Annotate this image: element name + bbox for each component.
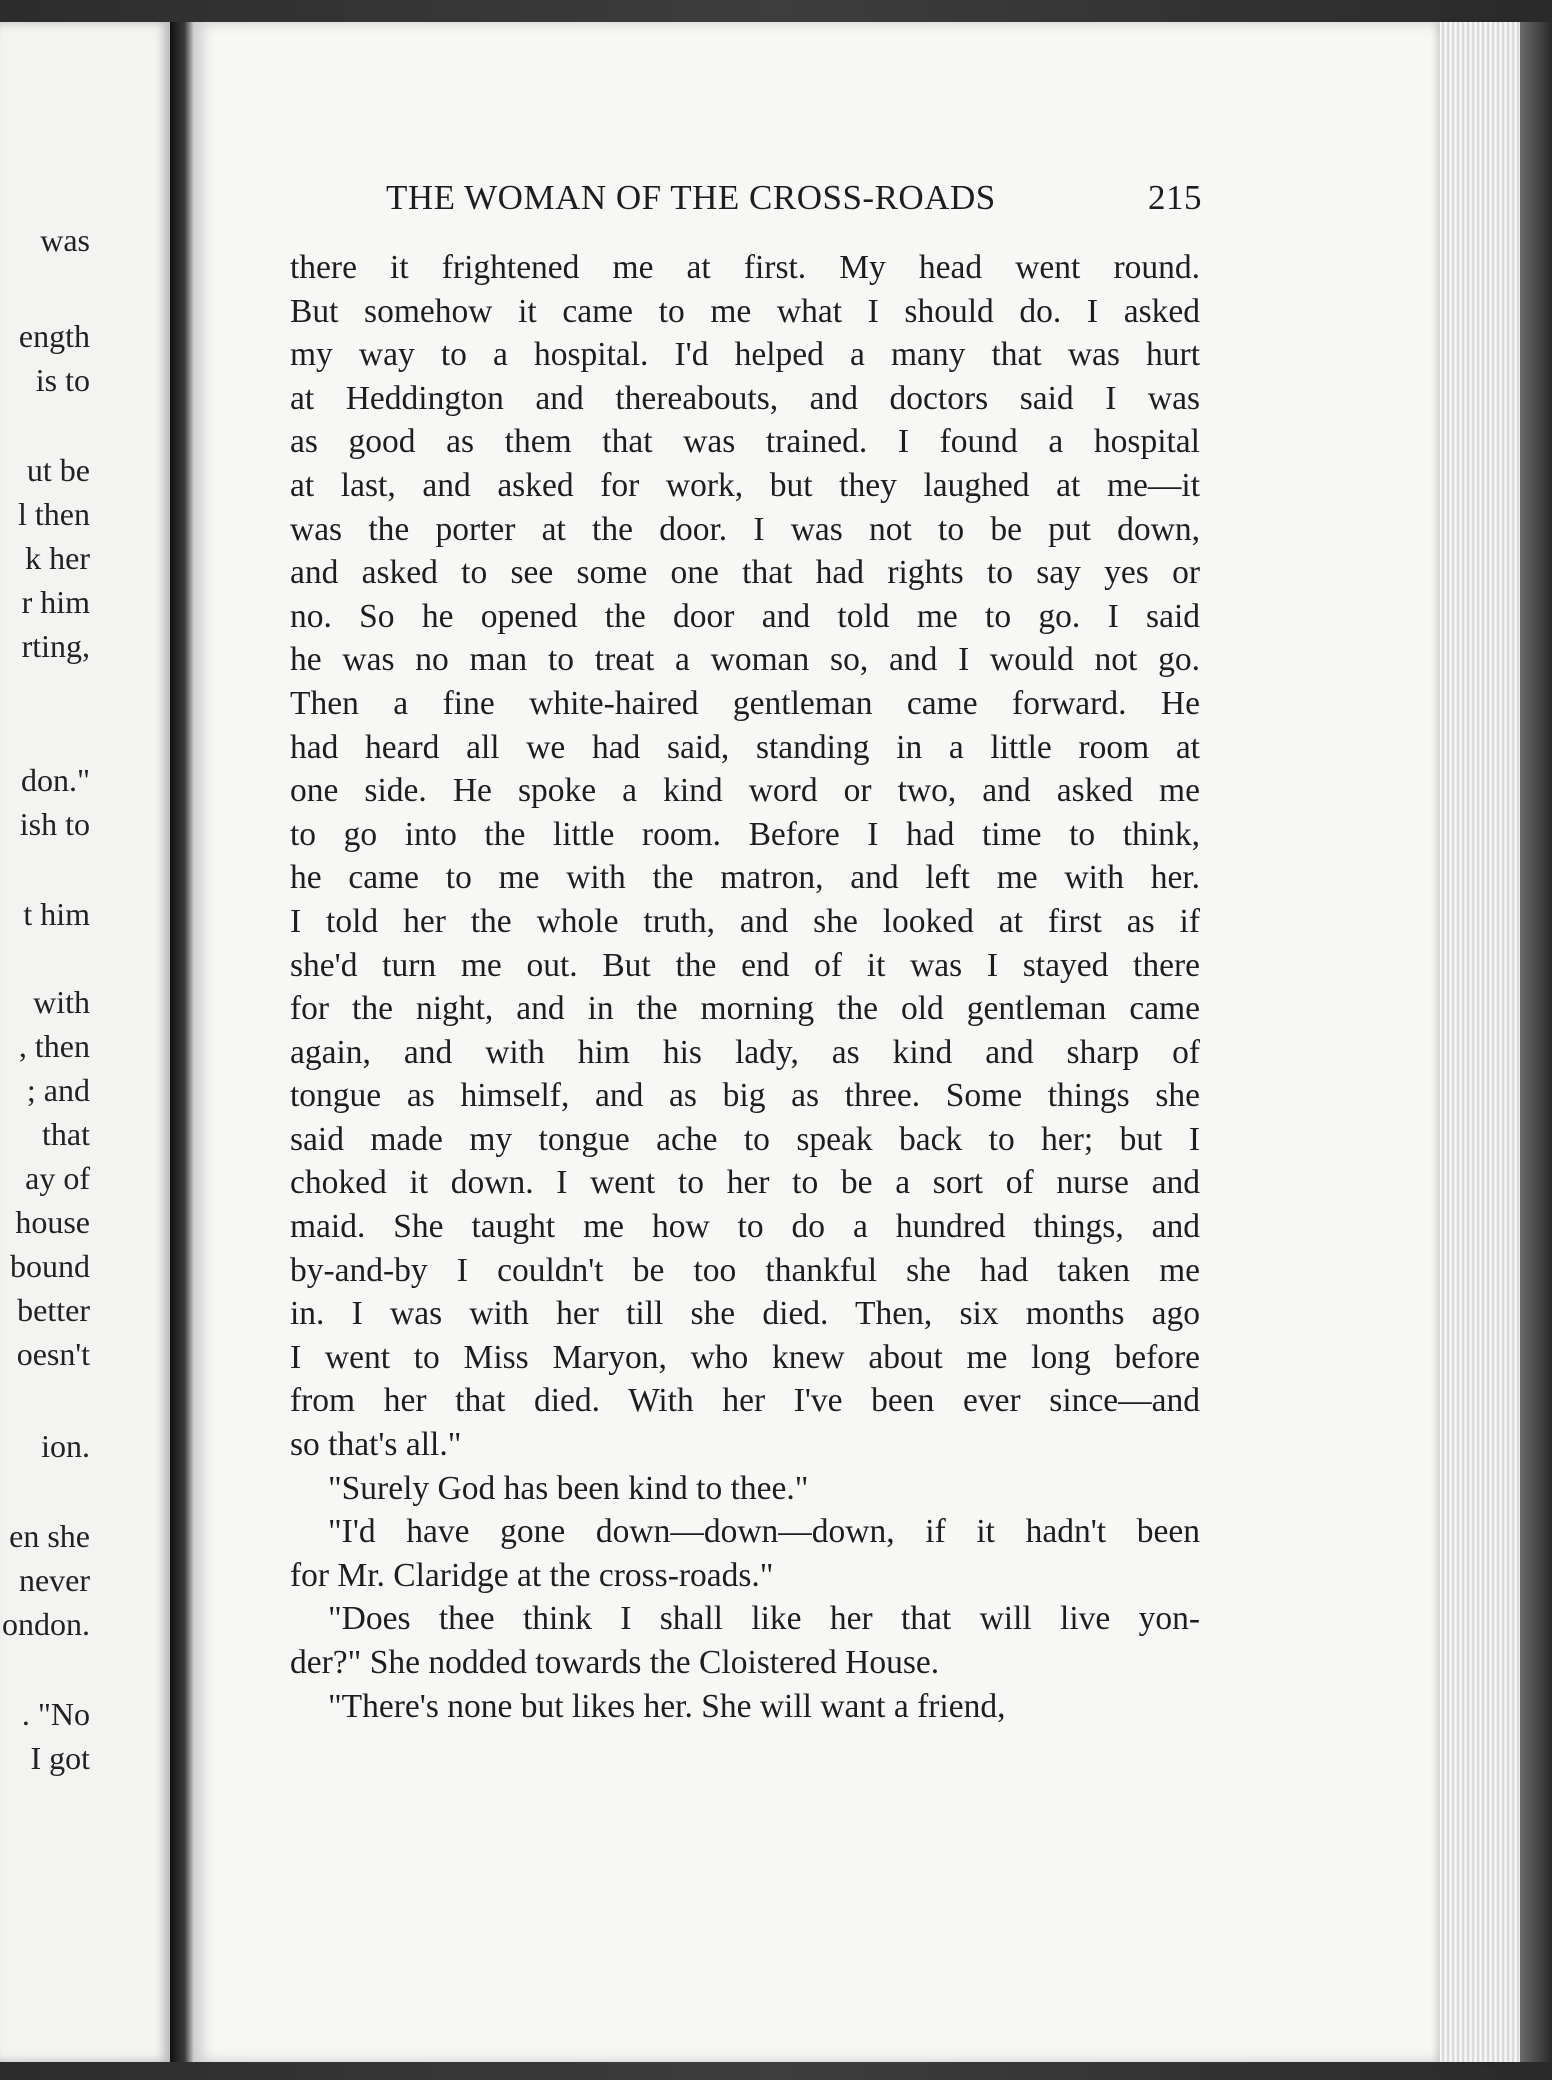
text-line: But somehow it came to me what I should do. I asked [290,292,1200,330]
text-line: der?" She nodded towards the Cloistered House. [290,1644,940,1681]
left-page-fragment: bound [10,1248,90,1284]
text-line: no. So he opened the door and told me to go. I said [290,597,1200,635]
running-title: THE WOMAN OF THE CROSS-ROADS [386,178,996,217]
left-page-fragment: . "No [21,1696,90,1732]
left-page-fragment: I got [30,1740,90,1776]
left-page [0,22,170,2062]
text-line: said made my tongue ache to speak back to her; but I [290,1120,1200,1158]
book-cover-edge [1520,22,1552,2062]
text-line: "I'd have gone down—down—down, if it hadn't been [328,1513,1200,1551]
left-page-fragment: oesn't [16,1336,90,1372]
text-line: was the porter at the door. I was not to be put down, [290,510,1200,548]
left-page-fragment: that [42,1116,90,1152]
text-line: he was no man to treat a woman so, and I would not go. [290,641,1200,679]
left-page-fragment: , then [18,1028,90,1064]
left-page-fragment: house [15,1204,90,1240]
text-line: to go into the little room. Before I had time to think, [290,815,1200,853]
page-edges [1440,22,1520,2062]
page-body [290,246,1200,1728]
left-page-fragment: is to [35,362,90,398]
left-page-fragment: ; and [26,1072,90,1108]
text-line: for the night, and in the morning the old gentleman came [290,990,1200,1028]
text-line: and asked to see some one that had rights to say yes or [290,554,1200,592]
text-line: "There's none but likes her. She will want a friend, [328,1687,1006,1725]
text-line: Then a fine white-haired gentleman came forward. He [290,684,1200,722]
text-line: maid. She taught me how to do a hundred things, and [290,1208,1200,1246]
left-page-fragment: better [17,1292,90,1328]
left-page-fragment: ion. [41,1428,90,1464]
text-line: so that's all." [290,1426,462,1464]
text-line: I went to Miss Maryon, who knew about me long before [290,1338,1200,1376]
left-page-fragment: en she [9,1518,90,1554]
text-line: one side. He spoke a kind word or two, and asked me [290,772,1200,810]
left-page-fragment: with [33,984,90,1020]
left-page-fragment: rting, [21,628,90,664]
text-line: there it frightened me at first. My head went round. [290,249,1200,286]
text-line: choked it down. I went to her to be a sort of nurse and [290,1164,1200,1202]
text-line: by-and-by I couldn't be too thankful she had taken me [290,1251,1200,1289]
left-page-fragment: never [18,1562,90,1598]
book-gutter [170,22,194,2062]
left-page-fragment: k her [25,540,90,576]
running-header [386,178,1202,218]
text-line: for Mr. Claridge at the cross-roads." [290,1556,774,1594]
page-number: 215 [1148,178,1202,217]
text-line: my way to a hospital. I'd helped a many that was hurt [290,336,1200,374]
text-line: at Heddington and thereabouts, and doctors said I was [290,379,1200,417]
left-page-fragment: ength [18,318,90,354]
left-page-fragment: was [40,222,90,258]
text-line: "Surely God has been kind to thee." [328,1469,809,1507]
left-page-fragment: ut be [26,452,90,488]
left-page-fragment: don." [20,762,90,798]
left-page-fragment: ay of [25,1160,90,1196]
text-line: as good as them that was trained. I found a hospital [290,423,1200,461]
text-line: in. I was with her till she died. Then, six months ago [290,1295,1200,1333]
text-line: again, and with him his lady, as kind and sharp of [290,1033,1200,1071]
text-line: I told her the whole truth, and she looked at first as if [290,902,1200,940]
text-line: he came to me with the matron, and left me with her. [290,859,1200,897]
text-line: tongue as himself, and as big as three. Some things she [290,1077,1200,1115]
text-line: from her that died. With her I've been ever since—and [290,1382,1200,1420]
text-line: had heard all we had said, standing in a little room at [290,728,1200,766]
left-page-fragment: ish to [19,806,90,842]
left-page-fragment: l then [18,496,90,532]
left-page-fragment: ondon. [2,1606,90,1642]
text-line: at last, and asked for work, but they laughed at me—it [290,466,1200,504]
left-page-fragment: r him [21,584,90,620]
left-page-fragment: t him [23,896,90,932]
text-line: "Does thee think I shall like her that will live yon- [328,1600,1200,1638]
text-line: she'd turn me out. But the end of it was I stayed there [290,946,1200,984]
